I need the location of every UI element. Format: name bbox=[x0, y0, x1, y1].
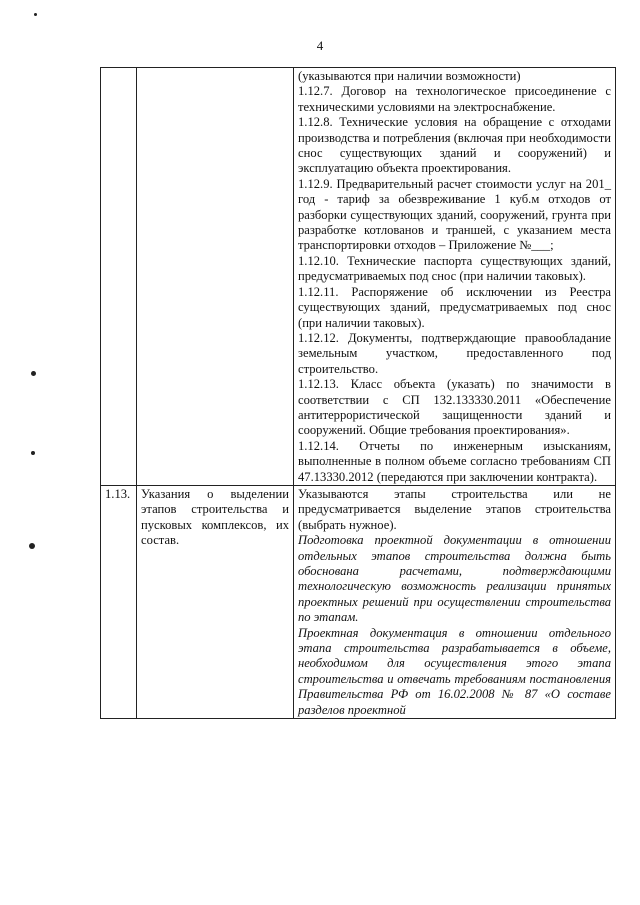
table-row bbox=[101, 68, 616, 486]
scan-mark bbox=[29, 543, 35, 549]
item-text-cell bbox=[294, 68, 616, 486]
requirement-paragraph: 1.12.11. Распоряжение об исключении из Реестра существующих зданий, предусматриваемых под снос (при наличии таковых). bbox=[298, 284, 611, 330]
requirement-paragraph: 1.12.10. Технические паспорта существующих зданий, предусматриваемых под снос (при наличии таковых). bbox=[298, 253, 611, 284]
item-name-cell bbox=[137, 68, 294, 486]
requirement-paragraph: 1.12.13. Класс объекта (указать) по значимости в соответствии с СП 132.133330.2011 «Обеспечение антитеррористической защищенности зданий и сооружений. Общие требования проектирования». bbox=[298, 377, 611, 438]
requirement-paragraph: 1.12.8. Технические условия на обращение с отходами производства и потребления (включая при необходимости снос существующих зданий и сооружений) и эксплуатацию объекта проектирования. bbox=[298, 115, 611, 176]
page-number: 4 bbox=[316, 38, 324, 53]
scan-mark bbox=[31, 451, 35, 455]
requirement-paragraph: (указываются при наличии возможности) bbox=[298, 69, 521, 83]
requirement-paragraph: Указываются этапы строительства или не предусматривается выделение этапов строительства (выбрать нужное). bbox=[298, 486, 611, 532]
requirement-paragraph: 1.12.14. Отчеты по инженерным изысканиям, выполненные в полном объеме согласно требованиям СП 47.13330.2012 (передаются при заключении контракта). bbox=[298, 438, 611, 484]
requirements-table bbox=[100, 67, 616, 719]
item-name-cell: Указания о выделении этапов строительства и пусковых комплексов, их состав. bbox=[137, 485, 294, 718]
requirement-paragraph: 1.12.12. Документы, подтверждающие правообладание земельным участком, предоставленного под строительство. bbox=[298, 330, 611, 376]
scan-mark bbox=[31, 371, 36, 376]
scan-mark bbox=[34, 13, 37, 16]
item-number-cell: 1.13. bbox=[101, 485, 137, 718]
requirement-paragraph: 1.12.9. Предварительный расчет стоимости услуг на 201_ год - тариф за обезвреживание 1 куб.м отходов от разборки существующих зданий, сооружений, грунта при разработке котлованов и траншей, с указанием места транспортировки отходов – Приложение №___; bbox=[298, 176, 611, 253]
italic-note-paragraph: Подготовка проектной документации в отношении отдельных этапов строительства должна быть обоснована расчетами, подтверждающими технологическую возможность реализации принятых проектных решений при осуществлении строительства по этапам. bbox=[298, 533, 611, 625]
item-text-cell bbox=[294, 485, 616, 718]
italic-note-paragraph: Проектная документация в отношении отдельного этапа строительства разрабатывается в объеме, необходимом для осуществления этого этапа строительства и отвечать требованиям постановления Правительства РФ от 16.02.2008 № 87 «О составе разделов проектной bbox=[298, 625, 611, 717]
table-row bbox=[101, 485, 616, 718]
requirement-paragraph: 1.12.7. Договор на технологическое присоединение с техническими условиями на электроснабжение. bbox=[298, 84, 611, 114]
item-number-cell bbox=[101, 68, 137, 486]
